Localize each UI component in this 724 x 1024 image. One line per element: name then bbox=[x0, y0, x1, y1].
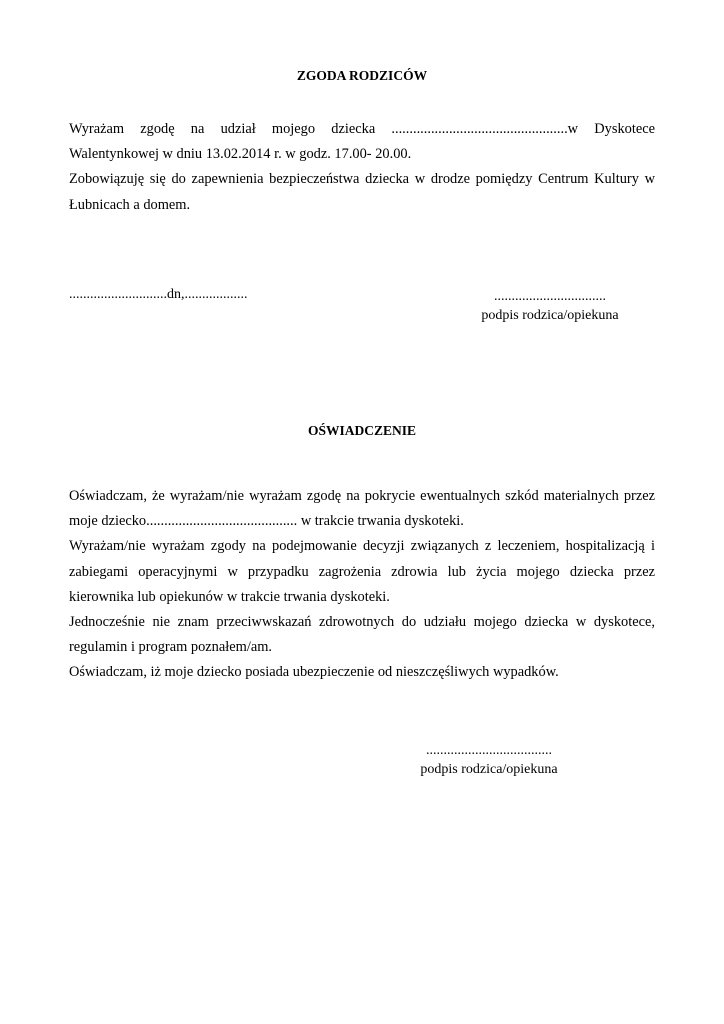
signature-line: ................................ bbox=[494, 289, 606, 304]
declaration-paragraph: Oświadczam, iż moje dziecko posiada ubezpieczenie od nieszczęśliwych wypadków. bbox=[69, 664, 559, 681]
signature-block bbox=[475, 287, 625, 325]
declaration-body bbox=[69, 484, 655, 686]
signature-label: podpis rodzica/opiekuna bbox=[420, 762, 558, 777]
declaration-paragraph: Oświadczam, że wyrażam/nie wyrażam zgodę na pokrycie ewentualnych szkód materialnych przez moje dziecko.......................................... w trakcie trwania dyskoteki. bbox=[69, 488, 655, 530]
signature-line: .................................... bbox=[426, 743, 552, 758]
signature-block bbox=[409, 741, 569, 779]
place-date-line: ............................dn,.................. bbox=[69, 287, 248, 302]
consent-paragraph: Wyrażam zgodę na udział mojego dziecka .................................................w Dyskotece Walentynkowej w dniu 13.02.2014 r. w godz. 17.00- 20.00. bbox=[69, 121, 655, 163]
declaration-paragraph: Wyrażam/nie wyrażam zgody na podejmowanie decyzji związanych z leczeniem, hospitalizacją i zabiegami operacyjnymi w przypadku zagrożenia zdrowia lub życia mojego dziecka przez kierownika lub opiekunów w trakcie trwania dyskoteki. bbox=[69, 538, 655, 605]
consent-paragraph: Zobowiązuję się do zapewnienia bezpieczeństwa dziecka w drodze pomiędzy Centrum Kultury w Łubnicach a domem. bbox=[69, 171, 655, 213]
consent-body bbox=[69, 117, 655, 218]
declaration-title: OŚWIADCZENIE bbox=[307, 423, 417, 438]
declaration-paragraph: Jednocześnie nie znam przeciwwskazań zdrowotnych do udziału mojego dziecka w dyskotece, regulamin i program poznałem/am. bbox=[69, 614, 655, 656]
consent-title: ZGODA RODZICÓW bbox=[296, 68, 428, 83]
signature-label: podpis rodzica/opiekuna bbox=[481, 308, 619, 323]
